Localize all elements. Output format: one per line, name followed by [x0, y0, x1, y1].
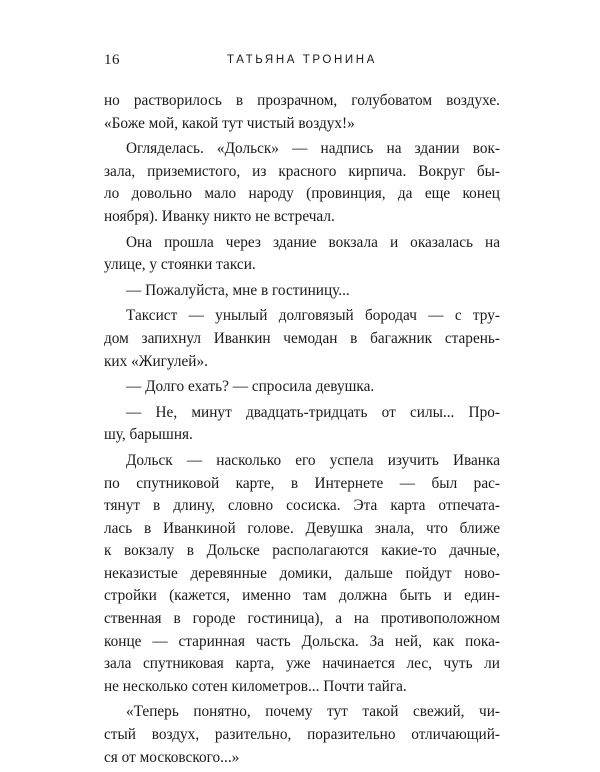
paragraph: [104, 232, 500, 277]
page-header: [104, 52, 500, 72]
text-line: но растворилось в прозрачном, голубоватом воздухе.: [104, 92, 500, 109]
paragraph: [104, 450, 500, 699]
text-line: зала спутниковая карта, уже начинается лес, чуть ли: [104, 655, 500, 673]
paragraph: [104, 305, 500, 373]
text-line: — Не, минут двадцать-тридцать от силы... Про-: [126, 403, 500, 421]
text-line: не несколько сотен километров... Почти тайга.: [104, 677, 407, 695]
text-line: ких «Жигулей».: [104, 352, 208, 370]
text-line: дом запихнул Иванкин чемодан в багажник старень-: [104, 329, 500, 347]
paragraph: [104, 402, 500, 447]
text-line: «Теперь понятно, почему тут такой свежий, чи-: [126, 703, 500, 721]
paragraph: [104, 90, 500, 135]
text-line: Она прошла через здание вокзала и оказалась на: [126, 233, 500, 251]
text-line: по спутниковой карте, в Интернете — был рас-: [104, 474, 500, 492]
paragraph: [104, 701, 500, 769]
body-text: [104, 90, 500, 772]
text-line: неказистые деревянные домики, дальше пойдут ново-: [104, 564, 500, 582]
text-line: Огляделась. «Дольск» — надпись на здании вок-: [126, 140, 500, 158]
text-line: ся от московского...»: [104, 748, 240, 766]
running-head-author: ТАТЬЯНА ТРОНИНА: [227, 54, 377, 66]
text-line: ло довольно мало народу (провинция, да еще конец: [104, 185, 500, 203]
text-line: стый воздух, разительно, поразительно отличающий-: [104, 726, 500, 744]
paragraph: [104, 280, 500, 303]
text-line: — Пожалуйста, мне в гостиницу...: [126, 281, 350, 299]
page-number: 16: [104, 52, 120, 68]
paragraph: [104, 376, 500, 399]
text-line: — Долго ехать? — спросила девушка.: [126, 378, 375, 396]
text-line: к вокзалу в Дольске располагаются какие-то дачные,: [104, 542, 500, 560]
text-line: ственная в городе гостиница), а на противоположном: [104, 610, 500, 628]
text-line: зала, приземистого, из красного кирпича. Вокруг бы-: [104, 162, 500, 180]
text-line: ноября). Иванку никто не встречал.: [104, 207, 335, 225]
text-line: лась в Иванкиной голове. Девушка знала, что ближе: [104, 519, 500, 537]
text-line: стройки (кажется, именно там должна быть и един-: [104, 587, 500, 605]
text-line: «Боже мой, какой тут чистый воздух!»: [104, 114, 355, 132]
text-line: Таксист — унылый долговязый бородач — с тру-: [126, 307, 500, 325]
text-line: улице, у стоянки такси.: [104, 256, 256, 274]
text-line: конце — старинная часть Дольска. За ней, как пока-: [104, 632, 500, 650]
text-line: тянут в длину, словно сосиска. Эта карта отпечата-: [104, 497, 500, 515]
paragraph: [104, 138, 500, 228]
text-line: Дольск — насколько его успела изучить Иванка: [126, 451, 500, 469]
text-line: шу, барышня.: [104, 426, 193, 444]
